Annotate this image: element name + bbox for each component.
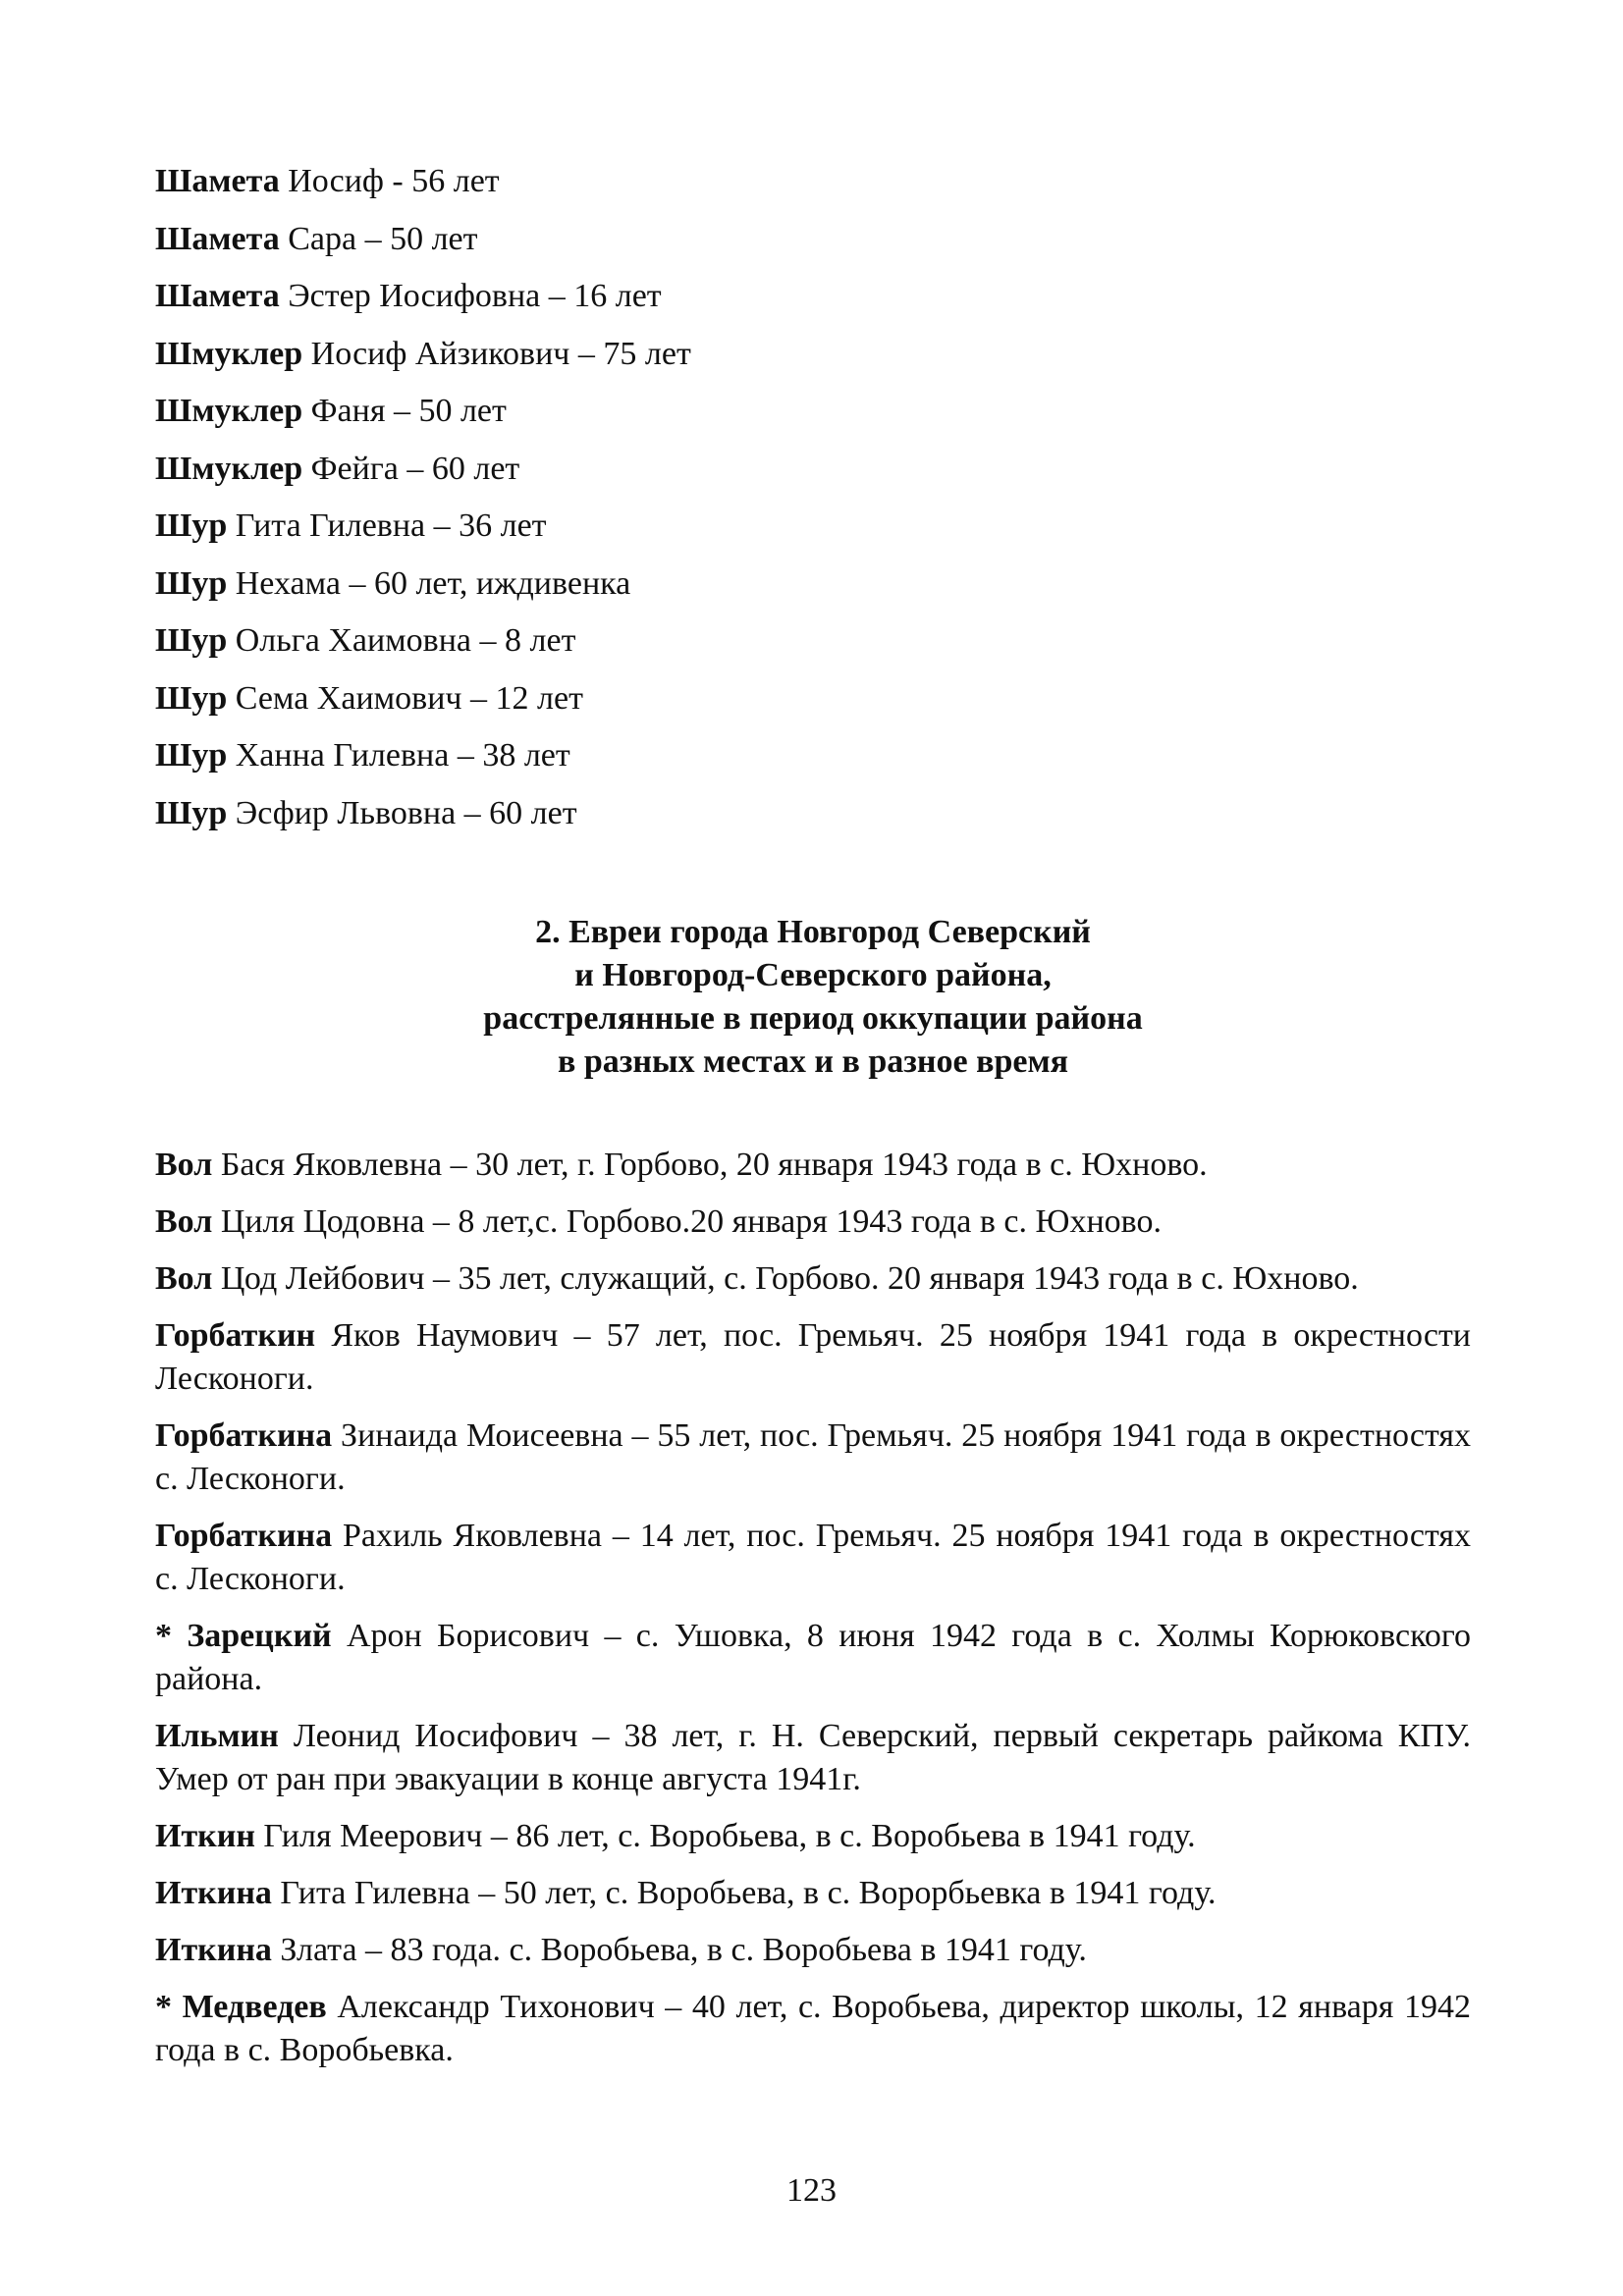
list-item <box>155 1515 1471 1601</box>
list-item <box>155 1415 1471 1501</box>
victims-list-top <box>155 153 1471 842</box>
list-item <box>155 441 1471 499</box>
surname: Вол <box>155 1147 213 1183</box>
page-number: 123 <box>786 2172 837 2209</box>
entry-details: Эсфир Львовна – 60 лет <box>227 794 577 831</box>
surname: Иткина <box>155 1932 272 1968</box>
list-item <box>155 1144 1471 1187</box>
entry-details: Злата – 83 года. с. Воробьева, в с. Воробьева в 1941 году. <box>271 1932 1087 1968</box>
surname: * Медведев <box>155 1989 327 2025</box>
entry-details: Цод Лейбович – 35 лет, служащий, с. Горбово. 20 января 1943 года в с. Юхново. <box>212 1260 1359 1297</box>
entry-details: Арон Борисович – с. Ушовка, 8 июня 1942 года в с. Холмы Корюковского района. <box>155 1618 1471 1697</box>
surname: Шмуклер <box>155 450 303 487</box>
surname: Горбаткина <box>155 1518 333 1554</box>
surname: Шур <box>155 507 228 544</box>
list-item <box>155 326 1471 384</box>
surname: Шур <box>155 622 228 659</box>
surname: * Зарецкий <box>155 1618 332 1654</box>
list-item <box>155 153 1471 211</box>
surname: Шмуклер <box>155 335 303 372</box>
entry-details: Бася Яковлевна – 30 лет, г. Горбово, 20 января 1943 года в с. Юхново. <box>212 1147 1208 1183</box>
surname: Иткин <box>155 1818 255 1854</box>
section-heading-line: 2. Евреи города Новгород Северский <box>535 914 1091 950</box>
section-heading-line: расстрелянные в период оккупации района <box>483 1000 1143 1037</box>
entry-details: Рахиль Яковлевна – 14 лет, пос. Гремьяч. 25 ноября 1941 года в окрестностях с. Лесконоги. <box>155 1518 1471 1597</box>
list-item <box>155 1615 1471 1701</box>
surname: Шамета <box>155 163 280 199</box>
surname: Шур <box>155 794 228 831</box>
surname: Вол <box>155 1260 213 1297</box>
entry-details: Иосиф Айзикович – 75 лет <box>302 335 691 372</box>
surname: Шамета <box>155 278 280 314</box>
entry-details: Зинаида Моисеевна – 55 лет, пос. Гремьяч. 25 ноября 1941 года в окрестностях с. Лесконоги. <box>155 1417 1471 1497</box>
entry-details: Гита Гилевна – 36 лет <box>227 507 547 544</box>
entry-details: Циля Цодовна – 8 лет,с. Горбово.20 января 1943 года в с. Юхново. <box>212 1203 1162 1240</box>
list-item <box>155 1929 1471 1972</box>
surname: Шур <box>155 737 228 774</box>
entry-details: Гита Гилевна – 50 лет, с. Воробьева, в с. Ворорбьевка в 1941 году. <box>271 1875 1217 1911</box>
list-item <box>155 1986 1471 2072</box>
surname: Шмуклер <box>155 393 303 429</box>
entry-details: Александр Тихонович – 40 лет, с. Воробьева, директор школы, 12 января 1942 года в с. Воробьевка. <box>155 1989 1472 2068</box>
entry-details: Эстер Иосифовна – 16 лет <box>279 278 662 314</box>
entry-details: Сара – 50 лет <box>279 220 478 257</box>
entry-details: Яков Наумович – 57 лет, пос. Гремьяч. 25 ноября 1941 года в окрестности Лесконоги. <box>155 1317 1471 1397</box>
entry-details: Ольга Хаимовна – 8 лет <box>227 622 576 659</box>
surname: Шамета <box>155 220 280 257</box>
entry-details: Леонид Иосифович – 38 лет, г. Н. Северский, первый секретарь райкома КПУ. Умер от ран при эвакуации в конце августа 1941г. <box>155 1718 1471 1797</box>
list-item <box>155 268 1471 326</box>
list-item <box>155 785 1471 843</box>
entry-details: Гиля Меерович – 86 лет, с. Воробьева, в с. Воробьева в 1941 году. <box>254 1818 1196 1854</box>
list-item <box>155 1872 1471 1915</box>
list-item <box>155 1815 1471 1858</box>
list-item <box>155 613 1471 670</box>
entry-details: Сема Хаимович – 12 лет <box>227 679 583 717</box>
section-heading <box>155 911 1471 1084</box>
victims-list-bottom <box>155 1144 1471 2086</box>
entry-details: Иосиф - 56 лет <box>279 163 500 199</box>
section-heading-line: в разных местах и в разное время <box>557 1043 1069 1080</box>
list-item <box>155 1715 1471 1801</box>
section-heading-line: и Новгород-Северского района, <box>574 957 1052 993</box>
list-item <box>155 670 1471 728</box>
entry-details: Ханна Гилевна – 38 лет <box>227 737 570 774</box>
list-item <box>155 1314 1471 1401</box>
surname: Шур <box>155 564 228 602</box>
surname: Иткина <box>155 1875 272 1911</box>
entry-details: Фейга – 60 лет <box>302 450 520 487</box>
list-item <box>155 556 1471 614</box>
surname: Шур <box>155 679 228 717</box>
list-item <box>155 498 1471 556</box>
surname: Ильмин <box>155 1718 279 1754</box>
list-item <box>155 1257 1471 1301</box>
entry-details: Фаня – 50 лет <box>302 393 507 429</box>
surname: Горбаткина <box>155 1417 333 1454</box>
list-item <box>155 211 1471 269</box>
surname: Горбаткин <box>155 1317 316 1354</box>
surname: Вол <box>155 1203 213 1240</box>
list-item <box>155 727 1471 785</box>
entry-details: Нехама – 60 лет, иждивенка <box>227 564 631 602</box>
list-item <box>155 383 1471 441</box>
list-item <box>155 1201 1471 1244</box>
